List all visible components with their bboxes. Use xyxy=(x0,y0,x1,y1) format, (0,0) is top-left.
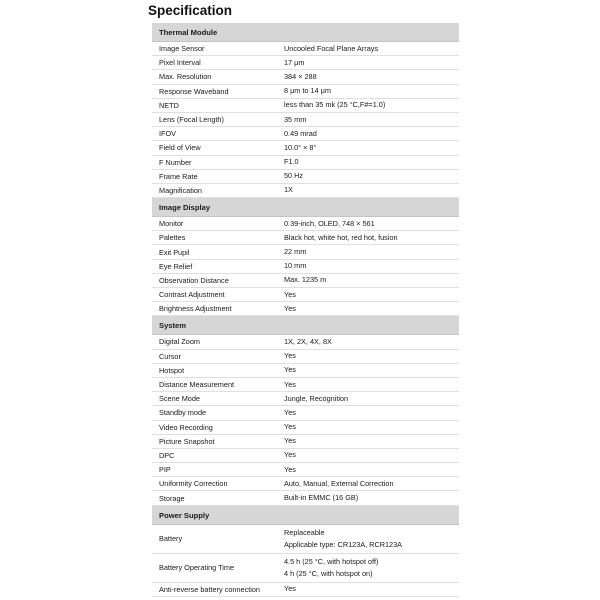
table-row xyxy=(152,231,459,245)
spec-value-line: Yes xyxy=(284,464,296,474)
table-row xyxy=(152,463,459,477)
spec-value-line: 10.0° × 8° xyxy=(284,142,317,152)
spec-label: Anti-reverse battery connection xyxy=(159,584,260,594)
spec-value xyxy=(277,245,459,258)
table-row xyxy=(152,378,459,392)
table-row xyxy=(152,127,459,141)
spec-label: Field of View xyxy=(159,143,201,153)
table-row xyxy=(152,449,459,463)
spec-label: Uniformity Correction xyxy=(159,479,228,489)
table-row xyxy=(152,350,459,364)
spec-label: Digital Zoom xyxy=(159,337,200,347)
spec-value xyxy=(277,350,459,363)
section-header-power-supply: Power Supply xyxy=(152,506,459,525)
spec-value-line: 384 × 288 xyxy=(284,71,317,81)
spec-value xyxy=(277,406,459,419)
spec-value xyxy=(277,113,459,126)
spec-label: DPC xyxy=(159,450,175,460)
spec-value xyxy=(277,477,459,490)
table-row xyxy=(152,42,459,56)
spec-value xyxy=(277,335,459,348)
spec-value-line: Yes xyxy=(284,289,296,299)
table-row xyxy=(152,288,459,302)
spec-label: Eye Relief xyxy=(159,261,193,271)
spec-value xyxy=(277,231,459,244)
spec-value xyxy=(277,449,459,462)
spec-value-line: 4.5 h (25 °C, with hotspot off) xyxy=(284,556,379,566)
spec-label: Standby mode xyxy=(159,408,207,418)
spec-label: Frame Rate xyxy=(159,171,198,181)
table-row xyxy=(152,554,459,583)
spec-value-line: 0.49 mrad xyxy=(284,128,317,138)
spec-value xyxy=(277,184,459,197)
spec-label: Scene Mode xyxy=(159,394,200,404)
spec-value xyxy=(277,288,459,301)
spec-value-line: Replaceable xyxy=(284,527,325,537)
table-row xyxy=(152,525,459,554)
table-row xyxy=(152,113,459,127)
section-header-system: System xyxy=(152,316,459,335)
spec-label: Pixel Interval xyxy=(159,58,201,68)
spec-value-line: 8 μm to 14 μm xyxy=(284,86,331,96)
spec-table xyxy=(152,23,459,597)
spec-value-line: Yes xyxy=(284,365,296,375)
spec-value-line: F1.0 xyxy=(284,157,299,167)
table-row xyxy=(152,274,459,288)
spec-label: Battery Operating Time xyxy=(159,563,235,573)
table-row xyxy=(152,217,459,231)
spec-value-line: less than 35 mk (25 °C,F#=1.0) xyxy=(284,100,386,110)
spec-value-line: Yes xyxy=(284,584,296,594)
spec-value xyxy=(277,170,459,183)
table-row xyxy=(152,56,459,70)
spec-value xyxy=(277,554,459,582)
table-row xyxy=(152,156,459,170)
spec-value-line: Auto, Manual, External Correction xyxy=(284,478,394,488)
spec-label: Video Recording xyxy=(159,422,213,432)
spec-value-line: Yes xyxy=(284,407,296,417)
spec-value-line: Max. 1235 m xyxy=(284,275,327,285)
spec-value xyxy=(277,435,459,448)
spec-label: Battery xyxy=(159,534,183,544)
spec-label: Cursor xyxy=(159,351,181,361)
table-row xyxy=(152,184,459,198)
spec-value xyxy=(277,583,459,596)
table-row xyxy=(152,477,459,491)
spec-value-line: Black hot, white hot, red hot, fusion xyxy=(284,232,398,242)
table-row xyxy=(152,260,459,274)
spec-value-line: Yes xyxy=(284,351,296,361)
spec-value-line: 10 mm xyxy=(284,261,307,271)
table-row xyxy=(152,85,459,99)
spec-label: NETD xyxy=(159,100,179,110)
table-row xyxy=(152,335,459,349)
spec-value xyxy=(277,141,459,154)
spec-label: Palettes xyxy=(159,233,186,243)
spec-value-line: Yes xyxy=(284,303,296,313)
spec-label: Magnification xyxy=(159,185,202,195)
spec-value xyxy=(277,392,459,405)
spec-value-line: Yes xyxy=(284,436,296,446)
spec-value xyxy=(277,525,459,553)
spec-value-line: 4 h (25 °C, with hotspot on) xyxy=(284,568,373,578)
spec-label: Brightness Adjustment xyxy=(159,304,232,314)
spec-label: Lens (Focal Length) xyxy=(159,115,224,125)
spec-label: IFOV xyxy=(159,129,177,139)
spec-label: F Number xyxy=(159,157,192,167)
spec-label: Distance Measurement xyxy=(159,380,235,390)
spec-value xyxy=(277,364,459,377)
spec-value-line: Jungle, Recognition xyxy=(284,393,349,403)
spec-label: Monitor xyxy=(159,219,184,229)
spec-label: Max. Resolution xyxy=(159,72,212,82)
table-row xyxy=(152,99,459,113)
spec-label: Hotspot xyxy=(159,365,185,375)
spec-value xyxy=(277,156,459,169)
spec-value-line: 0.39-inch, OLED, 748 × 561 xyxy=(284,218,375,228)
spec-value xyxy=(277,42,459,55)
spec-label: Picture Snapshot xyxy=(159,436,215,446)
section-header-image-display: Image Display xyxy=(152,198,459,217)
table-row xyxy=(152,170,459,184)
spec-value xyxy=(277,463,459,476)
table-row xyxy=(152,392,459,406)
spec-value xyxy=(277,260,459,273)
spec-label: Contrast Adjustment xyxy=(159,290,225,300)
table-row xyxy=(152,421,459,435)
spec-value-line: 17 μm xyxy=(284,57,305,67)
spec-value-line: 1X xyxy=(284,185,293,195)
table-row xyxy=(152,364,459,378)
spec-value-line: 22 mm xyxy=(284,247,307,257)
spec-label: Exit Pupil xyxy=(159,247,190,257)
section-header-thermal-module: Thermal Module xyxy=(152,23,459,42)
table-row xyxy=(152,435,459,449)
spec-value-line: Built-in EMMC (16 GB) xyxy=(284,493,359,503)
spec-label: Observation Distance xyxy=(159,275,229,285)
table-row xyxy=(152,302,459,316)
table-row xyxy=(152,141,459,155)
spec-value xyxy=(277,99,459,112)
spec-value xyxy=(277,127,459,140)
spec-value xyxy=(277,302,459,315)
spec-value-line: 1X, 2X, 4X, 8X xyxy=(284,336,332,346)
table-row xyxy=(152,245,459,259)
table-row xyxy=(152,70,459,84)
page-title: Specification xyxy=(148,3,233,18)
spec-label: PIP xyxy=(159,465,171,475)
spec-label: Image Sensor xyxy=(159,44,205,54)
spec-value xyxy=(277,85,459,98)
spec-value xyxy=(277,217,459,230)
spec-value xyxy=(277,491,459,504)
spec-value-line: 50 Hz xyxy=(284,171,304,181)
spec-value-line: Applicable type: CR123A, RCR123A xyxy=(284,539,403,549)
table-row xyxy=(152,583,459,597)
spec-value-line: 35 mm xyxy=(284,114,307,124)
spec-value xyxy=(277,274,459,287)
spec-value-line: Yes xyxy=(284,422,296,432)
spec-value xyxy=(277,378,459,391)
spec-value-line: Yes xyxy=(284,450,296,460)
spec-value-line: Yes xyxy=(284,379,296,389)
spec-label: Response Waveband xyxy=(159,86,229,96)
spec-value xyxy=(277,421,459,434)
spec-value-line: Uncooled Focal Plane Arrays xyxy=(284,43,379,53)
spec-value xyxy=(277,56,459,69)
table-row xyxy=(152,406,459,420)
spec-value xyxy=(277,70,459,83)
spec-label: Storage xyxy=(159,493,185,503)
table-row xyxy=(152,491,459,505)
